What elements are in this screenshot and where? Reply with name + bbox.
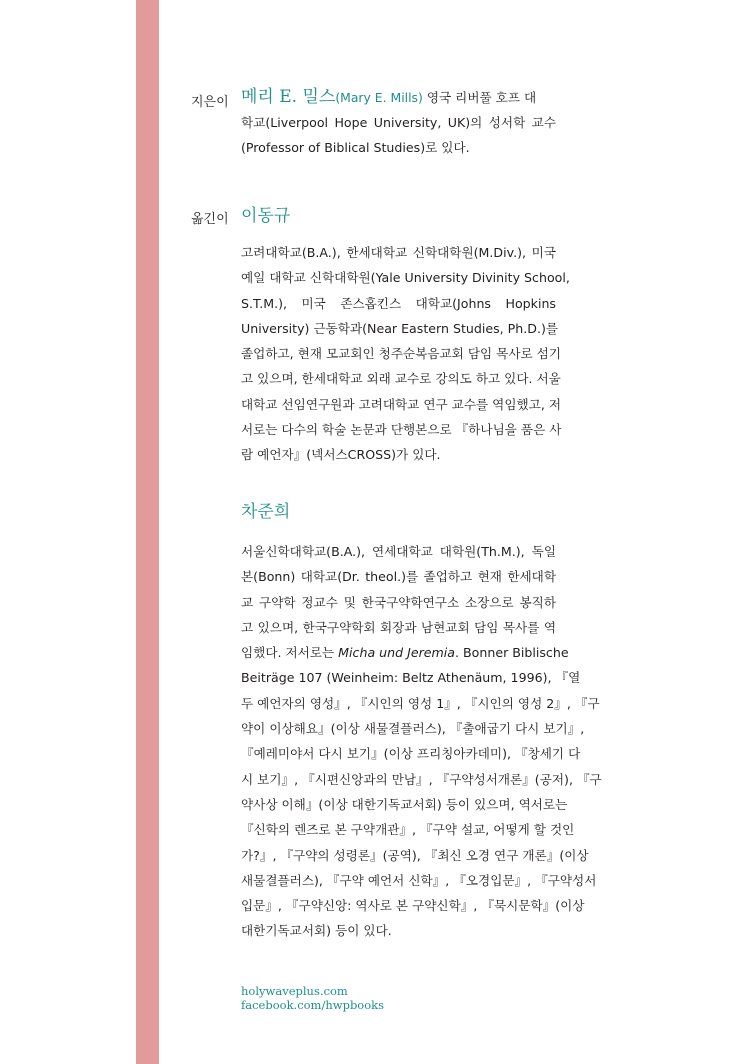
author-line-1 xyxy=(241,85,561,110)
author-name-en: (Mary E. Mills) xyxy=(335,90,423,105)
author-bio xyxy=(241,110,556,161)
bio-line: 졸업하고, 현재 모교회인 청주순복음교회 담임 목사로 섬기 xyxy=(241,346,561,362)
bio-line: 예일 대학교 신학대학원(Yale University Divinity School, xyxy=(241,270,570,286)
bio-line: 람 예언자』(넥서스CROSS)가 있다. xyxy=(241,447,441,463)
bio-line: 약사상 이해』(이상 대한기독교서회) 등이 있으며, 역서로는 xyxy=(241,796,568,812)
book-title-italic: Micha und Jeremia xyxy=(338,645,455,661)
bio-line: 약이 이상해요』(이상 새물결플러스), 『출애굽기 다시 보기』, xyxy=(241,721,585,737)
translator1-bio xyxy=(241,240,570,468)
author-label: 지은이 xyxy=(191,95,229,110)
bio-line: 가?』, 『구약의 성령론』(공역), 『최신 오경 연구 개론』(이상 xyxy=(241,847,589,863)
bio-line: 교 구약학 정교수 및 한국구약학연구소 소장으로 봉직하 xyxy=(241,594,556,610)
bio-line: S.T.M.), 미국 존스홉킨스 대학교(Johns Hopkins xyxy=(241,295,556,311)
bio-line: 『예레미야서 다시 보기』(이상 프리칭아카데미), 『창세기 다 xyxy=(241,746,581,762)
decorative-stripe xyxy=(136,0,159,1064)
bio-line: 본(Bonn) 대학교(Dr. theol.)를 졸업하고 현재 한세대학 xyxy=(241,569,556,585)
author-desc-2: 학교(Liverpool Hope University, UK)의 성서학 교수 xyxy=(241,115,556,130)
translator-label: 옮긴이 xyxy=(191,212,229,227)
bio-line: 입문』, 『구약신앙: 역사로 본 구약신학』, 『묵시문학』(이상 xyxy=(241,898,585,914)
bio-line: University) 근동학과(Near Eastern Studies, Ph.D.)를 xyxy=(241,320,559,336)
bio-line: Beiträge 107 (Weinheim: Beltz Athenäum, 1996), 『열 xyxy=(241,670,581,686)
bio-line: 임했다. 저서로는 Micha und Jeremia. Bonner Biblische xyxy=(241,645,569,661)
facebook-link[interactable]: facebook.com/hwpbooks xyxy=(241,998,385,1012)
bio-line: 서울신학대학교(B.A.), 연세대학교 대학원(Th.M.), 독일 xyxy=(241,544,556,559)
author-desc-3: (Professor of Biblical Studies)로 있다. xyxy=(241,140,470,156)
bio-line: 고려대학교(B.A.), 한세대학교 신학대학원(M.Div.), 미국 xyxy=(241,245,556,260)
bio-line: 시 보기』, 『시편신앙과의 만남』, 『구약성서개론』(공저), 『구 xyxy=(241,771,602,787)
author-name-ko: 메리 E. 밀스 xyxy=(241,87,336,107)
bio-line: 대한기독교서회) 등이 있다. xyxy=(241,923,392,939)
translator2-bio xyxy=(241,539,602,944)
bio-line: 고 있으며, 한국구약학회 회장과 남현교회 담임 목사를 역 xyxy=(241,619,556,635)
publisher-links xyxy=(241,984,384,1012)
bio-line: 새물결플러스), 『구약 예언서 신학』, 『오경입문』, 『구약성서 xyxy=(241,872,597,888)
bio-line: 고 있으며, 한세대학교 외래 교수로 강의도 하고 있다. 서울 xyxy=(241,371,561,387)
bio-line: 대학교 선임연구원과 고려대학교 연구 교수를 역임했고, 저 xyxy=(241,396,561,412)
translator1-name: 이동규 xyxy=(241,206,291,226)
bio-line: 『신학의 렌즈로 본 구약개관』, 『구약 설교, 어떻게 할 것인 xyxy=(241,822,575,838)
translator2-name: 차준희 xyxy=(241,502,291,522)
bio-line: 서로는 다수의 학술 논문과 단행본으로 『하나님을 품은 사 xyxy=(241,422,562,438)
author-desc-1: 영국 리버풀 호프 대 xyxy=(426,90,537,105)
bio-line: 두 예언자의 영성』, 『시인의 영성 1』, 『시인의 영성 2』, 『구 xyxy=(241,695,600,711)
website-link[interactable]: holywaveplus.com xyxy=(241,984,348,998)
